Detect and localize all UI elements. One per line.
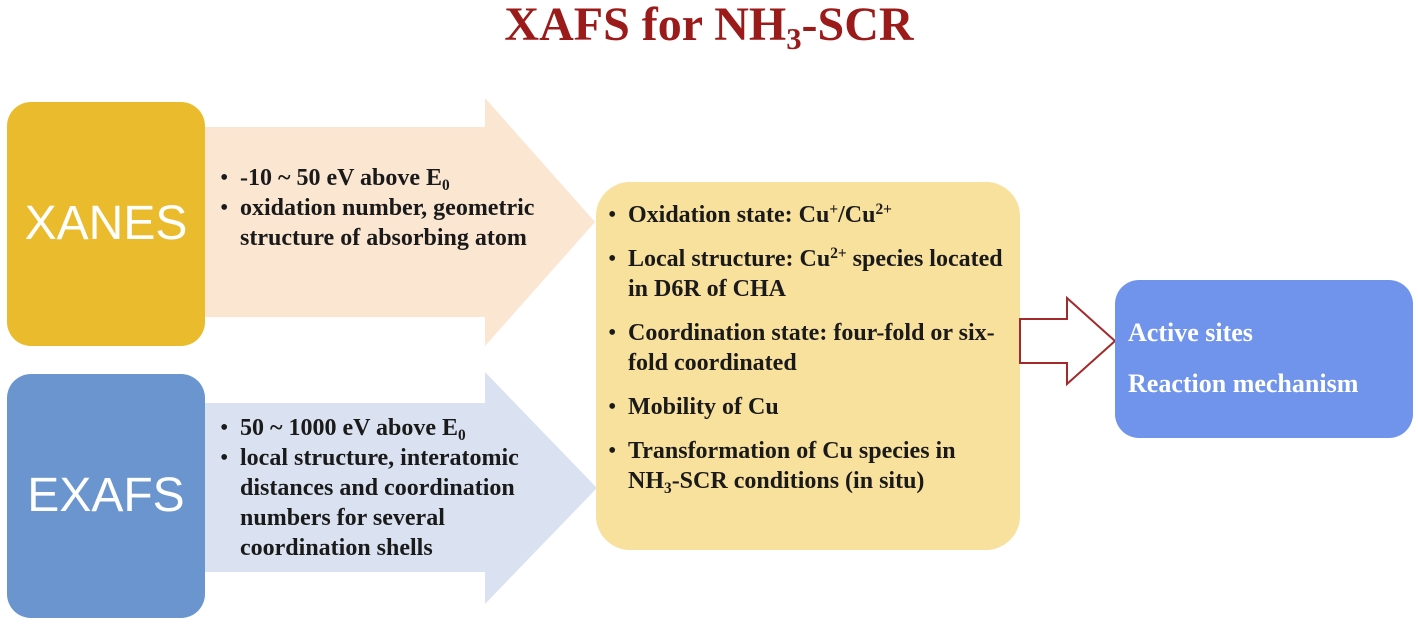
outcome-box — [1115, 280, 1413, 438]
exafs-bullet-info: • local structure, interatomic distances and coordination numbers for several coordination shells — [218, 443, 578, 563]
exafs-label: EXAFS — [27, 469, 185, 522]
center-item-coordination: • Coordination state: four-fold or six-fold coordinated — [606, 318, 1010, 378]
outcome-reaction-mechanism: Reaction mechanism — [1128, 369, 1359, 398]
outline-arrow — [1020, 298, 1115, 384]
diagram-title: XAFS for $NH_3$-SCR — [504, 0, 914, 57]
center-item-mobility: • Mobility of Cu — [606, 392, 1010, 422]
xanes-bullet-info: • oxidation number, geometric structure of absorbing atom — [218, 193, 538, 253]
exafs-bullet-energy: • 50 ~ 1000 eV above $E_0$ — [218, 413, 578, 443]
xanes-bullets — [218, 163, 538, 253]
center-item-local-structure: • Local structure: $Cu^{2+}$ species located in D6R of CHA — [606, 244, 1010, 304]
center-item-transformation: • Transformation of Cu species in $NH_3$-SCR conditions (in situ) — [606, 436, 1010, 496]
outcome-active-sites: Active sites — [1128, 318, 1253, 347]
xanes-label: XANES — [24, 197, 188, 250]
center-item-oxidation: • Oxidation state: $Cu^+/Cu^{2+}$ — [606, 200, 1010, 230]
exafs-bullets — [218, 413, 578, 563]
xanes-bullet-energy: • -10 ~ 50 eV above $E_0$ — [218, 163, 538, 193]
center-bullets — [606, 200, 1010, 496]
